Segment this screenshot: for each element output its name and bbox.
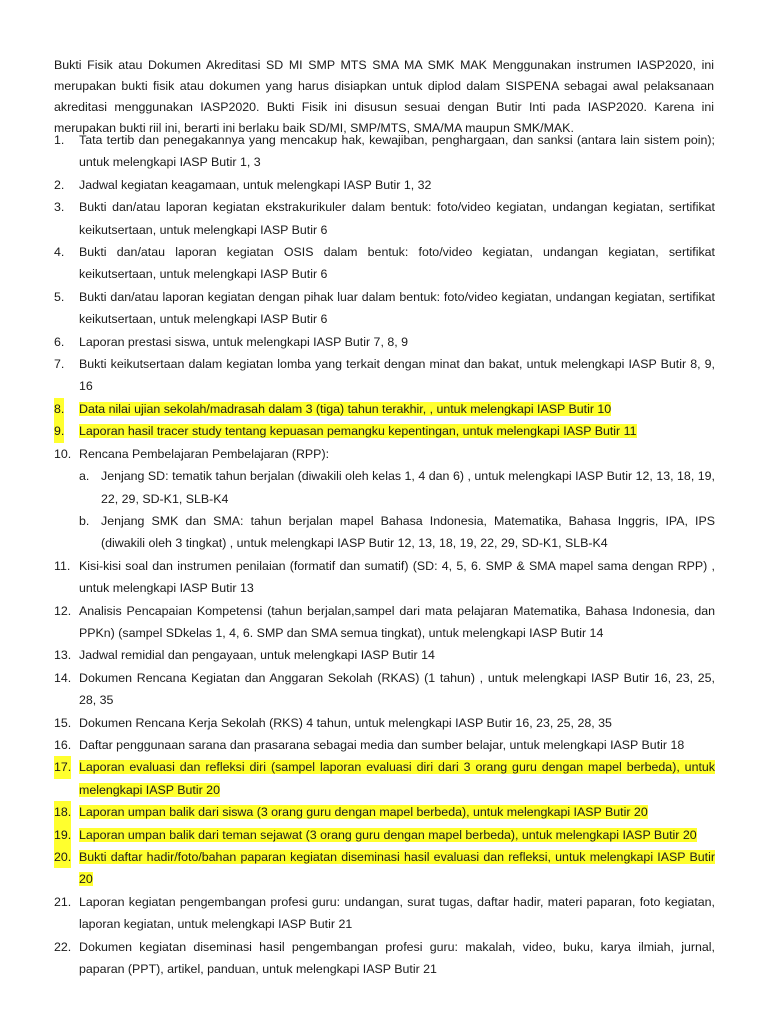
list-item — [54, 667, 715, 712]
item-text: Laporan prestasi siswa, untuk melengkapi IASP Butir 7, 8, 9 — [79, 334, 408, 349]
item-number: 1. — [54, 133, 65, 147]
list-item — [54, 555, 715, 600]
item-number: 21. — [54, 894, 72, 909]
item-number: 2. — [54, 177, 65, 192]
list-item-highlighted — [54, 846, 715, 891]
item-text: Data nilai ujian sekolah/madrasah dalam 3 (tiga) tahun terakhir, , untuk melengkapi IASP Butir 10 — [79, 401, 612, 416]
item-number: 17. — [54, 756, 71, 778]
item-text: Daftar penggunaan sarana dan prasarana sebagai media dan sumber belajar, untuk melengkapi IASP Butir 18 — [79, 737, 685, 752]
item-text: Dokumen kegiatan diseminasi hasil pengembangan profesi guru: makalah, video, buku, karya ilmiah, jurnal, paparan (PPT), artikel, panduan, untuk melengkapi IASP Butir 21 — [79, 939, 715, 977]
item-text: Bukti daftar hadir/foto/bahan paparan kegiatan diseminasi hasil evaluasi dan refleksi, untuk melengkapi IASP Butir 20 — [79, 850, 715, 887]
item-text: Laporan hasil tracer study tentang kepuasan pemangku kepentingan, untuk melengkapi IASP Butir 11 — [79, 424, 637, 439]
list-item-highlighted — [54, 801, 715, 823]
list-item-highlighted — [54, 420, 715, 442]
list-item — [54, 600, 715, 645]
list-item-highlighted — [54, 824, 715, 846]
evidence-list — [54, 129, 715, 980]
item-text: Laporan evaluasi dan refleksi diri (sampel laporan evaluasi diri dari 3 orang guru dengan mapel berbeda), untuk melengkapi IASP Butir 20 — [79, 760, 715, 797]
item-text: Bukti dan/atau laporan kegiatan OSIS dalam bentuk: foto/video kegiatan, undangan kegiatan, sertifikat keikutsertaan, untuk melengkapi IASP Butir 6 — [79, 245, 715, 282]
sub-item-text: Jenjang SMK dan SMA: tahun berjalan mapel Bahasa Indonesia, Matematika, Bahasa Inggris, IPA, IPS (diwakili oleh 3 tingkat) , untuk melengkapi IASP Butir 12, 13, 18, 19, 22, 29, SD-K1, SLB-K4 — [101, 513, 715, 551]
sub-list-item — [79, 510, 715, 555]
item-number: 8. — [54, 398, 64, 420]
item-number: 5. — [54, 289, 65, 304]
item-text: Kisi-kisi soal dan instrumen penilaian (formatif dan sumatif) (SD: 4, 5, 6. SMP & SMA mapel sama dengan RPP) , untuk melengkapi IASP Butir 13 — [79, 558, 715, 596]
list-item-highlighted — [54, 756, 715, 801]
list-item — [54, 891, 715, 936]
item-text: Bukti dan/atau laporan kegiatan ekstrakurikuler dalam bentuk: foto/video kegiatan, undangan kegiatan, sertifikat keikutsertaan, untuk melengkapi IASP Butir 6 — [79, 200, 715, 237]
item-text: Laporan kegiatan pengembangan profesi guru: undangan, surat tugas, daftar hadir, materi paparan, foto kegiatan, laporan kegiatan, untuk melengkapi IASP Butir 21 — [79, 894, 715, 932]
sub-item-text: Jenjang SD: tematik tahun berjalan (diwakili oleh kelas 1, 4 dan 6) , untuk melengkapi IASP Butir 12, 13, 18, 19, 22, 29, SD-K1, SLB-K4 — [101, 469, 715, 506]
list-item — [54, 129, 715, 174]
item-text: Analisis Pencapaian Kompetensi (tahun berjalan,sampel dari mata pelajaran Matematika, Bahasa Indonesia, dan PPKn) (sampel SDkelas 1, 4, 6. SMP dan SMA semua tingkat), untuk melengkapi IASP Butir 14 — [79, 603, 715, 640]
item-number: 18. — [54, 801, 71, 823]
list-item — [54, 286, 715, 331]
item-text: Laporan umpan balik dari teman sejawat (3 orang guru dengan mapel berbeda), untuk melengkapi IASP Butir 20 — [79, 827, 697, 842]
item-number: 11. — [54, 558, 71, 573]
item-number: 14. — [54, 670, 72, 685]
list-item — [54, 443, 715, 555]
item-number: 6. — [54, 334, 65, 349]
item-number: 4. — [54, 245, 65, 260]
item-text: Dokumen Rencana Kegiatan dan Anggaran Sekolah (RKAS) (1 tahun) , untuk melengkapi IASP Butir 16, 23, 25, 28, 35 — [79, 670, 715, 708]
sub-list-item — [79, 465, 715, 510]
item-number: 12. — [54, 603, 72, 618]
item-text: Bukti keikutsertaan dalam kegiatan lomba yang terkait dengan minat dan bakat, untuk melengkapi IASP Butir 8, 9, 16 — [79, 357, 715, 394]
item-text: Jadwal kegiatan keagamaan, untuk melengkapi IASP Butir 1, 32 — [79, 177, 432, 192]
item-number: 13. — [54, 648, 72, 663]
item-number: 7. — [54, 357, 65, 372]
item-text: Dokumen Rencana Kerja Sekolah (RKS) 4 tahun, untuk melengkapi IASP Butir 16, 23, 25, 28, 35 — [79, 715, 612, 730]
item-text: Bukti dan/atau laporan kegiatan dengan pihak luar dalam bentuk: foto/video kegiatan, undangan kegiatan, sertifikat keikutsertaan, untuk melengkapi IASP Butir 6 — [79, 289, 715, 327]
item-number: 19. — [54, 824, 71, 846]
item-number: 9. — [54, 420, 64, 442]
sub-item-letter: a. — [79, 469, 90, 484]
sub-item-letter: b. — [79, 513, 90, 528]
item-text: Tata tertib dan penegakannya yang mencakup hak, kewajiban, penghargaan, dan sanksi (antara lain sistem poin); untuk melengkapi IASP Butir 1, 3 — [79, 133, 715, 170]
item-text: Jadwal remidial dan pengayaan, untuk melengkapi IASP Butir 14 — [79, 648, 435, 663]
list-item — [54, 644, 715, 666]
item-number: 10. — [54, 446, 72, 461]
item-number: 22. — [54, 939, 72, 954]
list-item — [54, 353, 715, 398]
item-number: 16. — [54, 737, 72, 752]
item-number: 3. — [54, 200, 65, 215]
intro-paragraph: Bukti Fisik atau Dokumen Akreditasi SD MI SMP MTS SMA MA SMK MAK Menggunakan instrumen IASP2020, ini merupakan bukti fisik atau dokumen yang harus disiapkan untuk diplod dalam SISPENA sebagai awal pelaksanaan akreditasi menggunakan IASP2020. Bukti Fisik ini disusun sesuai dengan Butir Inti pada IASP2020. Karena ini merupakan bukti riil ini, berarti ini berlaku baik SD/MI, SMP/MTS, SMA/MA maupun SMK/MAK. — [54, 58, 714, 135]
item-text: Laporan umpan balik dari siswa (3 orang guru dengan mapel berbeda), untuk melengkapi IASP Butir 20 — [79, 805, 648, 820]
list-item — [54, 734, 715, 756]
item-text: Rencana Pembelajaran Pembelajaran (RPP): — [79, 446, 330, 461]
item-number: 15. — [54, 715, 72, 730]
list-item — [54, 196, 715, 241]
list-item — [54, 936, 715, 981]
item-number: 20. — [54, 846, 71, 868]
list-item — [54, 174, 715, 196]
list-item — [54, 712, 715, 734]
sub-list — [79, 465, 715, 555]
list-item — [54, 331, 715, 353]
list-item-highlighted — [54, 398, 715, 420]
list-item — [54, 241, 715, 286]
